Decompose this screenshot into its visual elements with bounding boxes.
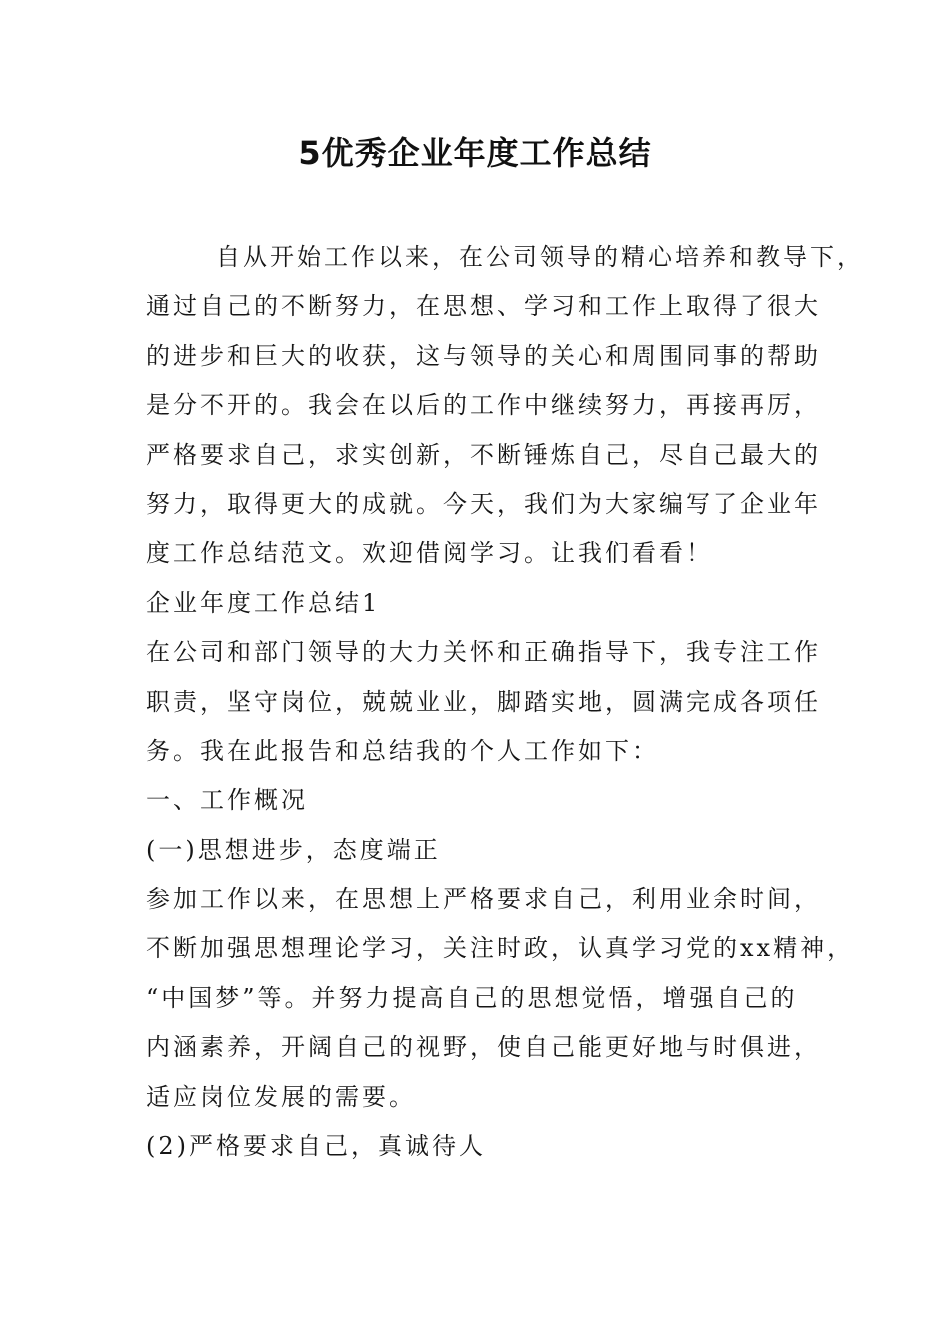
paragraph-line: 的进步和巨大的收获，这与领导的关心和周围同事的帮助 [146, 341, 821, 370]
paragraph-line: 严格要求自己，求实创新，不断锤炼自己，尽自己最大的 [146, 440, 821, 469]
subsection-heading: (一)思想进步，态度端正 [146, 835, 441, 864]
paragraph-line: 在公司和部门领导的大力关怀和正确指导下，我专注工作 [146, 638, 821, 667]
section-heading: 企业年度工作总结1 [146, 588, 381, 617]
paragraph-line: 内涵素养，开阔自己的视野，使自己能更好地与时俱进， [146, 1033, 821, 1062]
document-title: 5优秀企业年度工作总结 [298, 134, 652, 172]
paragraph-line: 是分不开的。我会在以后的工作中继续努力，再接再厉， [146, 391, 821, 420]
paragraph-line: 不断加强思想理论学习，关注时政，认真学习党的xx精神， [146, 934, 855, 963]
paragraph-line: 适应岗位发展的需要。 [146, 1082, 416, 1111]
paragraph-line: 职责，坚守岗位，兢兢业业，脚踏实地，圆满完成各项任 [146, 687, 821, 716]
paragraph-line: 参加工作以来，在思想上严格要求自己，利用业余时间， [146, 885, 821, 914]
paragraph-line: 度工作总结范文。欢迎借阅学习。让我们看看！ [146, 539, 713, 568]
subsection-heading: (2)严格要求自己，真诚待人 [146, 1132, 486, 1161]
paragraph-line: 务。我在此报告和总结我的个人工作如下： [146, 736, 659, 765]
document-body [146, 233, 864, 1171]
section-heading: 一、工作概况 [146, 786, 308, 815]
paragraph-line: 通过自己的不断努力，在思想、学习和工作上取得了很大 [146, 292, 821, 321]
paragraph-line: 努力，取得更大的成就。今天，我们为大家编写了企业年 [146, 489, 821, 518]
paragraph-line: “中国梦”等。并努力提高自己的思想觉悟，增强自己的 [146, 983, 798, 1012]
paragraph-line: 自从开始工作以来，在公司领导的精心培养和教导下， [216, 243, 864, 271]
